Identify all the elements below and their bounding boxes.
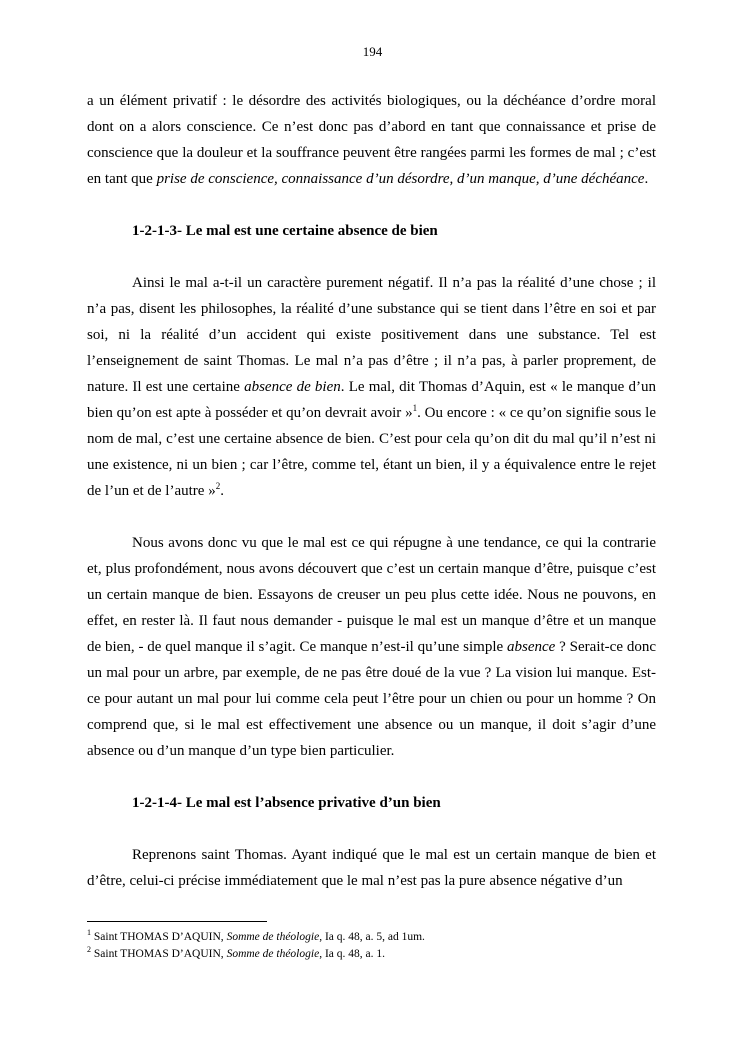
section-heading-1-2-1-3: 1-2-1-3- Le mal est une certaine absence de bien	[132, 223, 438, 239]
footnote-ref-2[interactable]: 2	[215, 481, 221, 491]
page-number: 194	[362, 44, 383, 59]
footnote-ref-1[interactable]: 1	[412, 403, 418, 413]
footnote-1: $^1$ Saint THOMAS D’AQUIN, Somme de théologie, Ia q. 48, a. 5, ad 1um.	[87, 928, 425, 943]
paragraph-3-emphasis: absence	[507, 639, 556, 655]
body-text	[87, 88, 656, 894]
footnote-2: $^2$ Saint THOMAS D’AQUIN, Somme de théologie, Ia q. 48, a. 1.	[87, 945, 385, 960]
paragraph-2: Ainsi le mal a-t-il un caractère purement négatif. Il n’a pas la réalité d’une chose ; il n’a pas, disent les philosophes, la réalité d’une substance qui se tient dans l’être en soi et par soi, ni la réalité d’un accident qui existe positivement dans une substance. Tel est l’enseignement de saint Thomas. Le mal n’a pas d’être ; il n’a pas, à parler proprement, de nature. Il est une certaine absence de bien. Le mal, dit Thomas d’Aquin, est « le manque d’un bien qu’on est apte à posséder et qu’on devrait avoir »$^1$. Ou encore : « ce qu’on signifie sous le nom de mal, c’est une certaine absence de bien. C’est pour cela qu’on dit du mal qu’il n’est ni une existence, ni un bien ; car l’être, comme tel, étant un bien, il y a équivalence entre le rejet de l’un et de l’autre »$^2$.	[87, 275, 657, 499]
paragraph-1: a un élément privatif : le désordre des activités biologiques, ou la déchéance d’ordre moral dont on a alors conscience. Ce n’est donc pas d’abord en tant que connaissance et prise de conscience que la douleur et la souffrance peuvent être rangées parmi les formes de mal ; c’est en tant que prise de conscience, connaissance d’un désordre, d’un manque, d’une déchéance.	[87, 93, 656, 187]
footnotes	[87, 929, 656, 963]
section-heading-1-2-1-4: 1-2-1-4- Le mal est l’absence privative d’un bien	[132, 795, 441, 811]
paragraph-3: Nous avons donc vu que le mal est ce qui répugne à une tendance, ce qui la contrarie et, plus profondément, nous avons découvert que c’est un certain manque d’être, puisque c’est un certain manque de bien. Essayons de creuser un peu plus cette idée. Nous ne pouvons, en effet, en rester là. Il faut nous demander - puisque le mal est un manque d’être et un manque de bien, - de quel manque il s’agit. Ce manque n’est-il qu’une simple absence ? Serait-ce donc un mal pour un arbre, par exemple, de ne pas être doué de la vue ? La vision lui manque. Est-ce pour autant un mal pour lui comme cela peut l’être pour un chien ou pour un homme ? On comprend que, si le mal est effectivement une absence ou un manque, il doit s’agir d’une absence ou d’un manque d’un type bien particulier.	[87, 535, 656, 759]
footnote-separator	[87, 921, 267, 922]
paragraph-4: Reprenons saint Thomas. Ayant indiqué que le mal est un certain manque de bien et d’être, celui-ci précise immédiatement que le mal n’est pas la pure absence négative d’un	[87, 847, 656, 889]
paragraph-1-emphasis: prise de conscience, connaissance d’un désordre, d’un manque, d’une déchéance	[156, 171, 645, 187]
paragraph-2-emphasis: absence de bien	[244, 379, 341, 395]
